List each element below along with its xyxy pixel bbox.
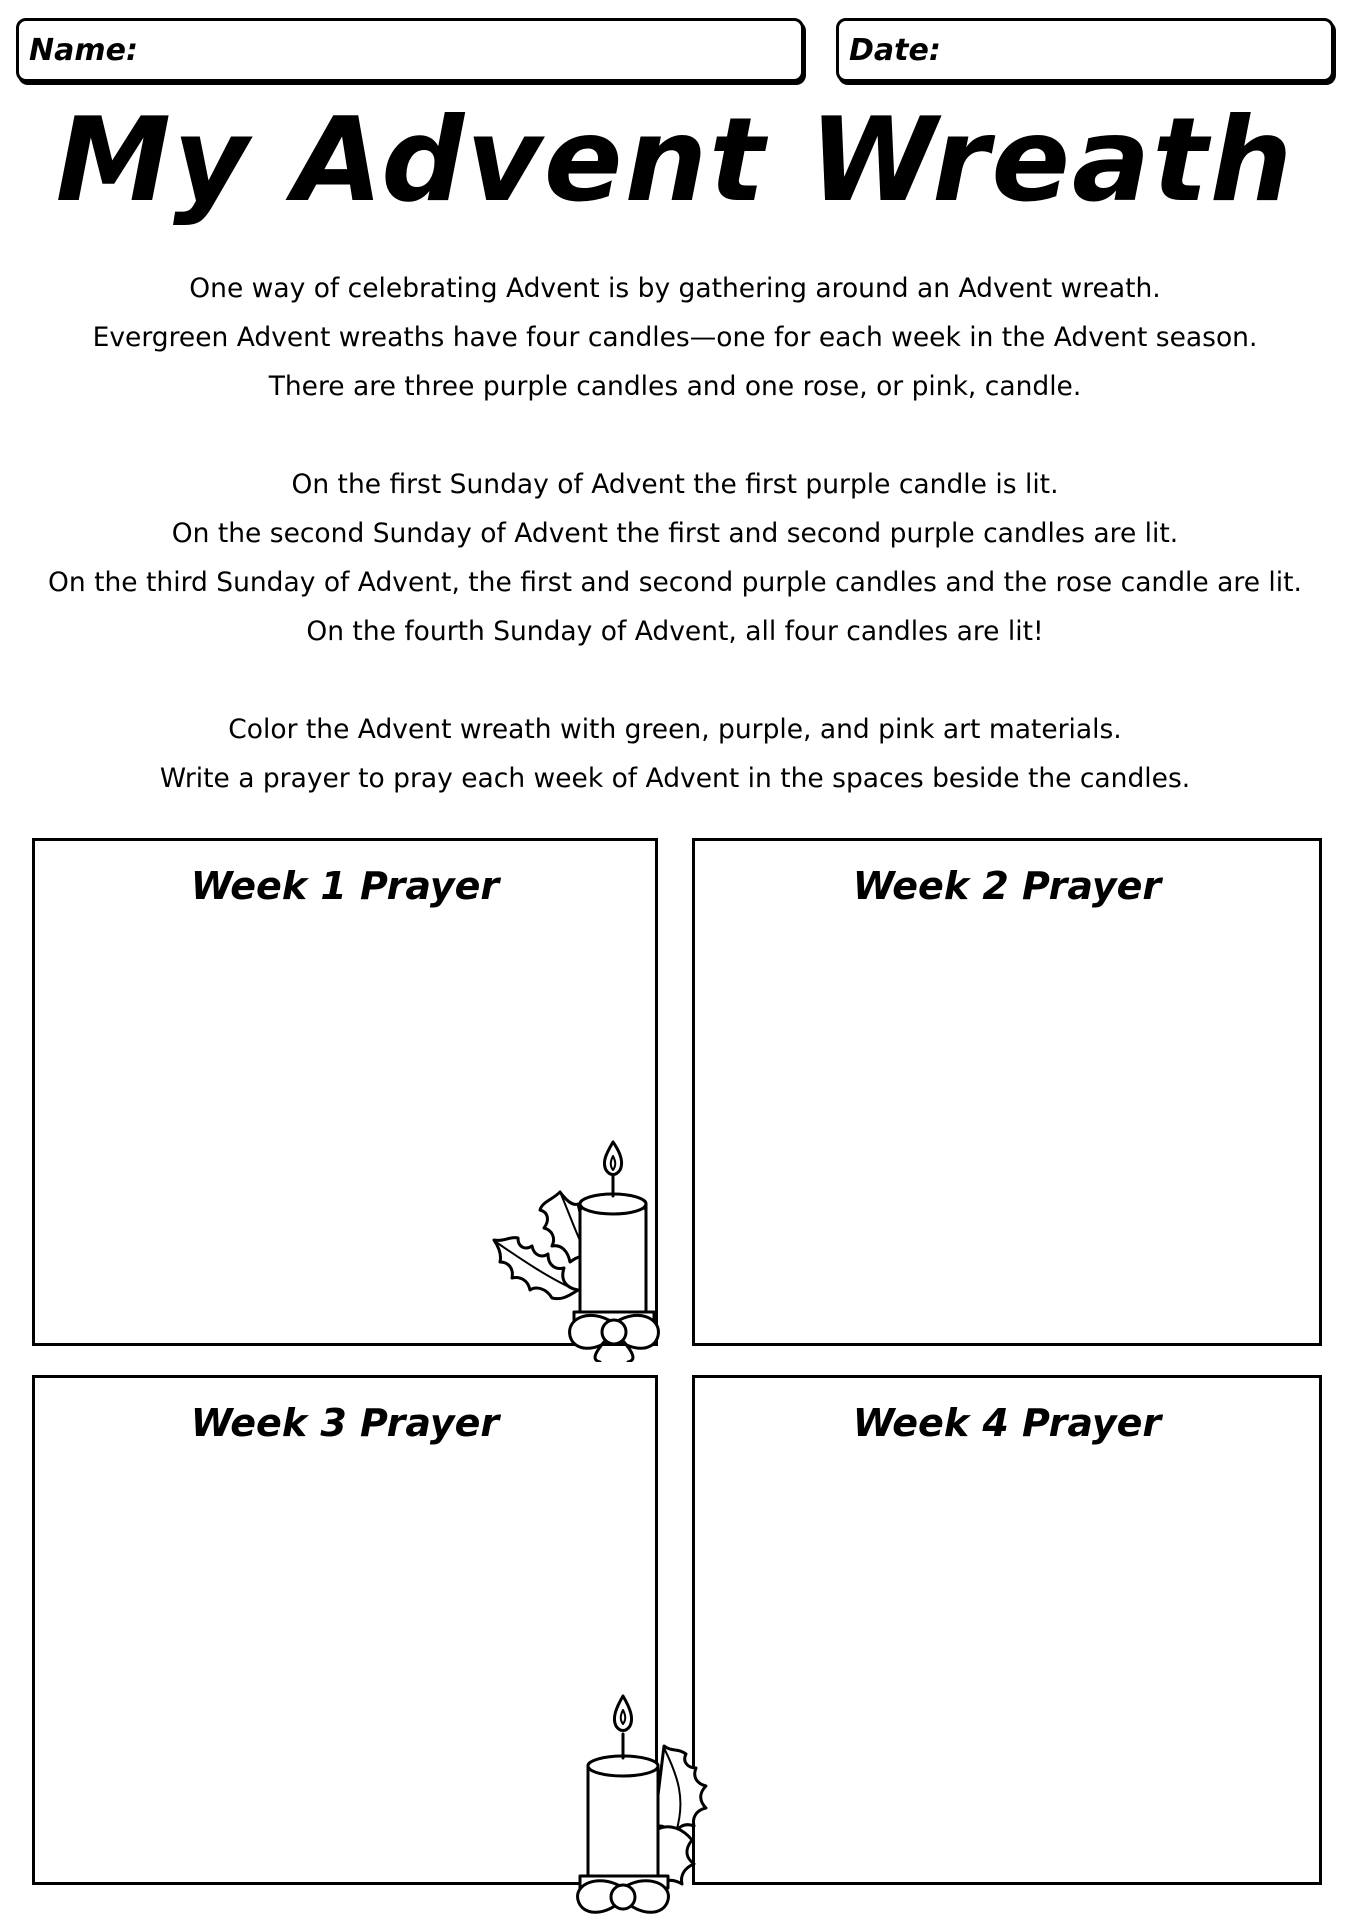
page-title: My Advent Wreath xyxy=(55,93,1295,228)
intro-line: On the third Sunday of Advent, the first and second purple candles and the rose candle are lit. xyxy=(48,567,1302,598)
candle-holly-icon xyxy=(560,1690,730,1920)
intro-line: On the second Sunday of Advent the first and second purple candles are lit. xyxy=(171,518,1179,549)
week-4-prayer-title: Week 4 Prayer xyxy=(852,1401,1162,1445)
intro-line: On the first Sunday of Advent the first purple candle is lit. xyxy=(291,469,1059,500)
week-2-prayer-box xyxy=(692,838,1322,1346)
intro-line: Write a prayer to pray each week of Advent in the spaces beside the candles. xyxy=(159,763,1191,794)
intro-line: Color the Advent wreath with green, purple, and pink art materials. xyxy=(228,714,1122,745)
week-2-prayer-title: Week 2 Prayer xyxy=(852,864,1162,908)
intro-line: One way of celebrating Advent is by gathering around an Advent wreath. xyxy=(189,273,1161,304)
date-label: Date: xyxy=(849,33,941,68)
date-field-box xyxy=(836,18,1334,82)
week-1-prayer-title: Week 1 Prayer xyxy=(190,864,500,908)
week-3-prayer-input[interactable] xyxy=(55,1464,635,1862)
week-2-prayer-input[interactable] xyxy=(715,927,1299,1323)
intro-line: Evergreen Advent wreaths have four candles—one for each week in the Advent season. xyxy=(92,322,1258,353)
name-input[interactable] xyxy=(129,31,789,73)
candle-holly-icon xyxy=(482,1140,702,1362)
week-4-prayer-box xyxy=(692,1375,1322,1885)
date-input[interactable] xyxy=(935,31,1319,73)
intro-line: There are three purple candles and one rose, or pink, candle. xyxy=(268,371,1082,402)
week-4-prayer-input[interactable] xyxy=(715,1464,1299,1862)
intro-line: On the fourth Sunday of Advent, all four candles are lit! xyxy=(306,616,1044,647)
intro-text xyxy=(20,264,1330,803)
name-field-box xyxy=(16,18,804,82)
week-3-prayer-title: Week 3 Prayer xyxy=(190,1401,500,1445)
name-label: Name: xyxy=(29,33,138,68)
